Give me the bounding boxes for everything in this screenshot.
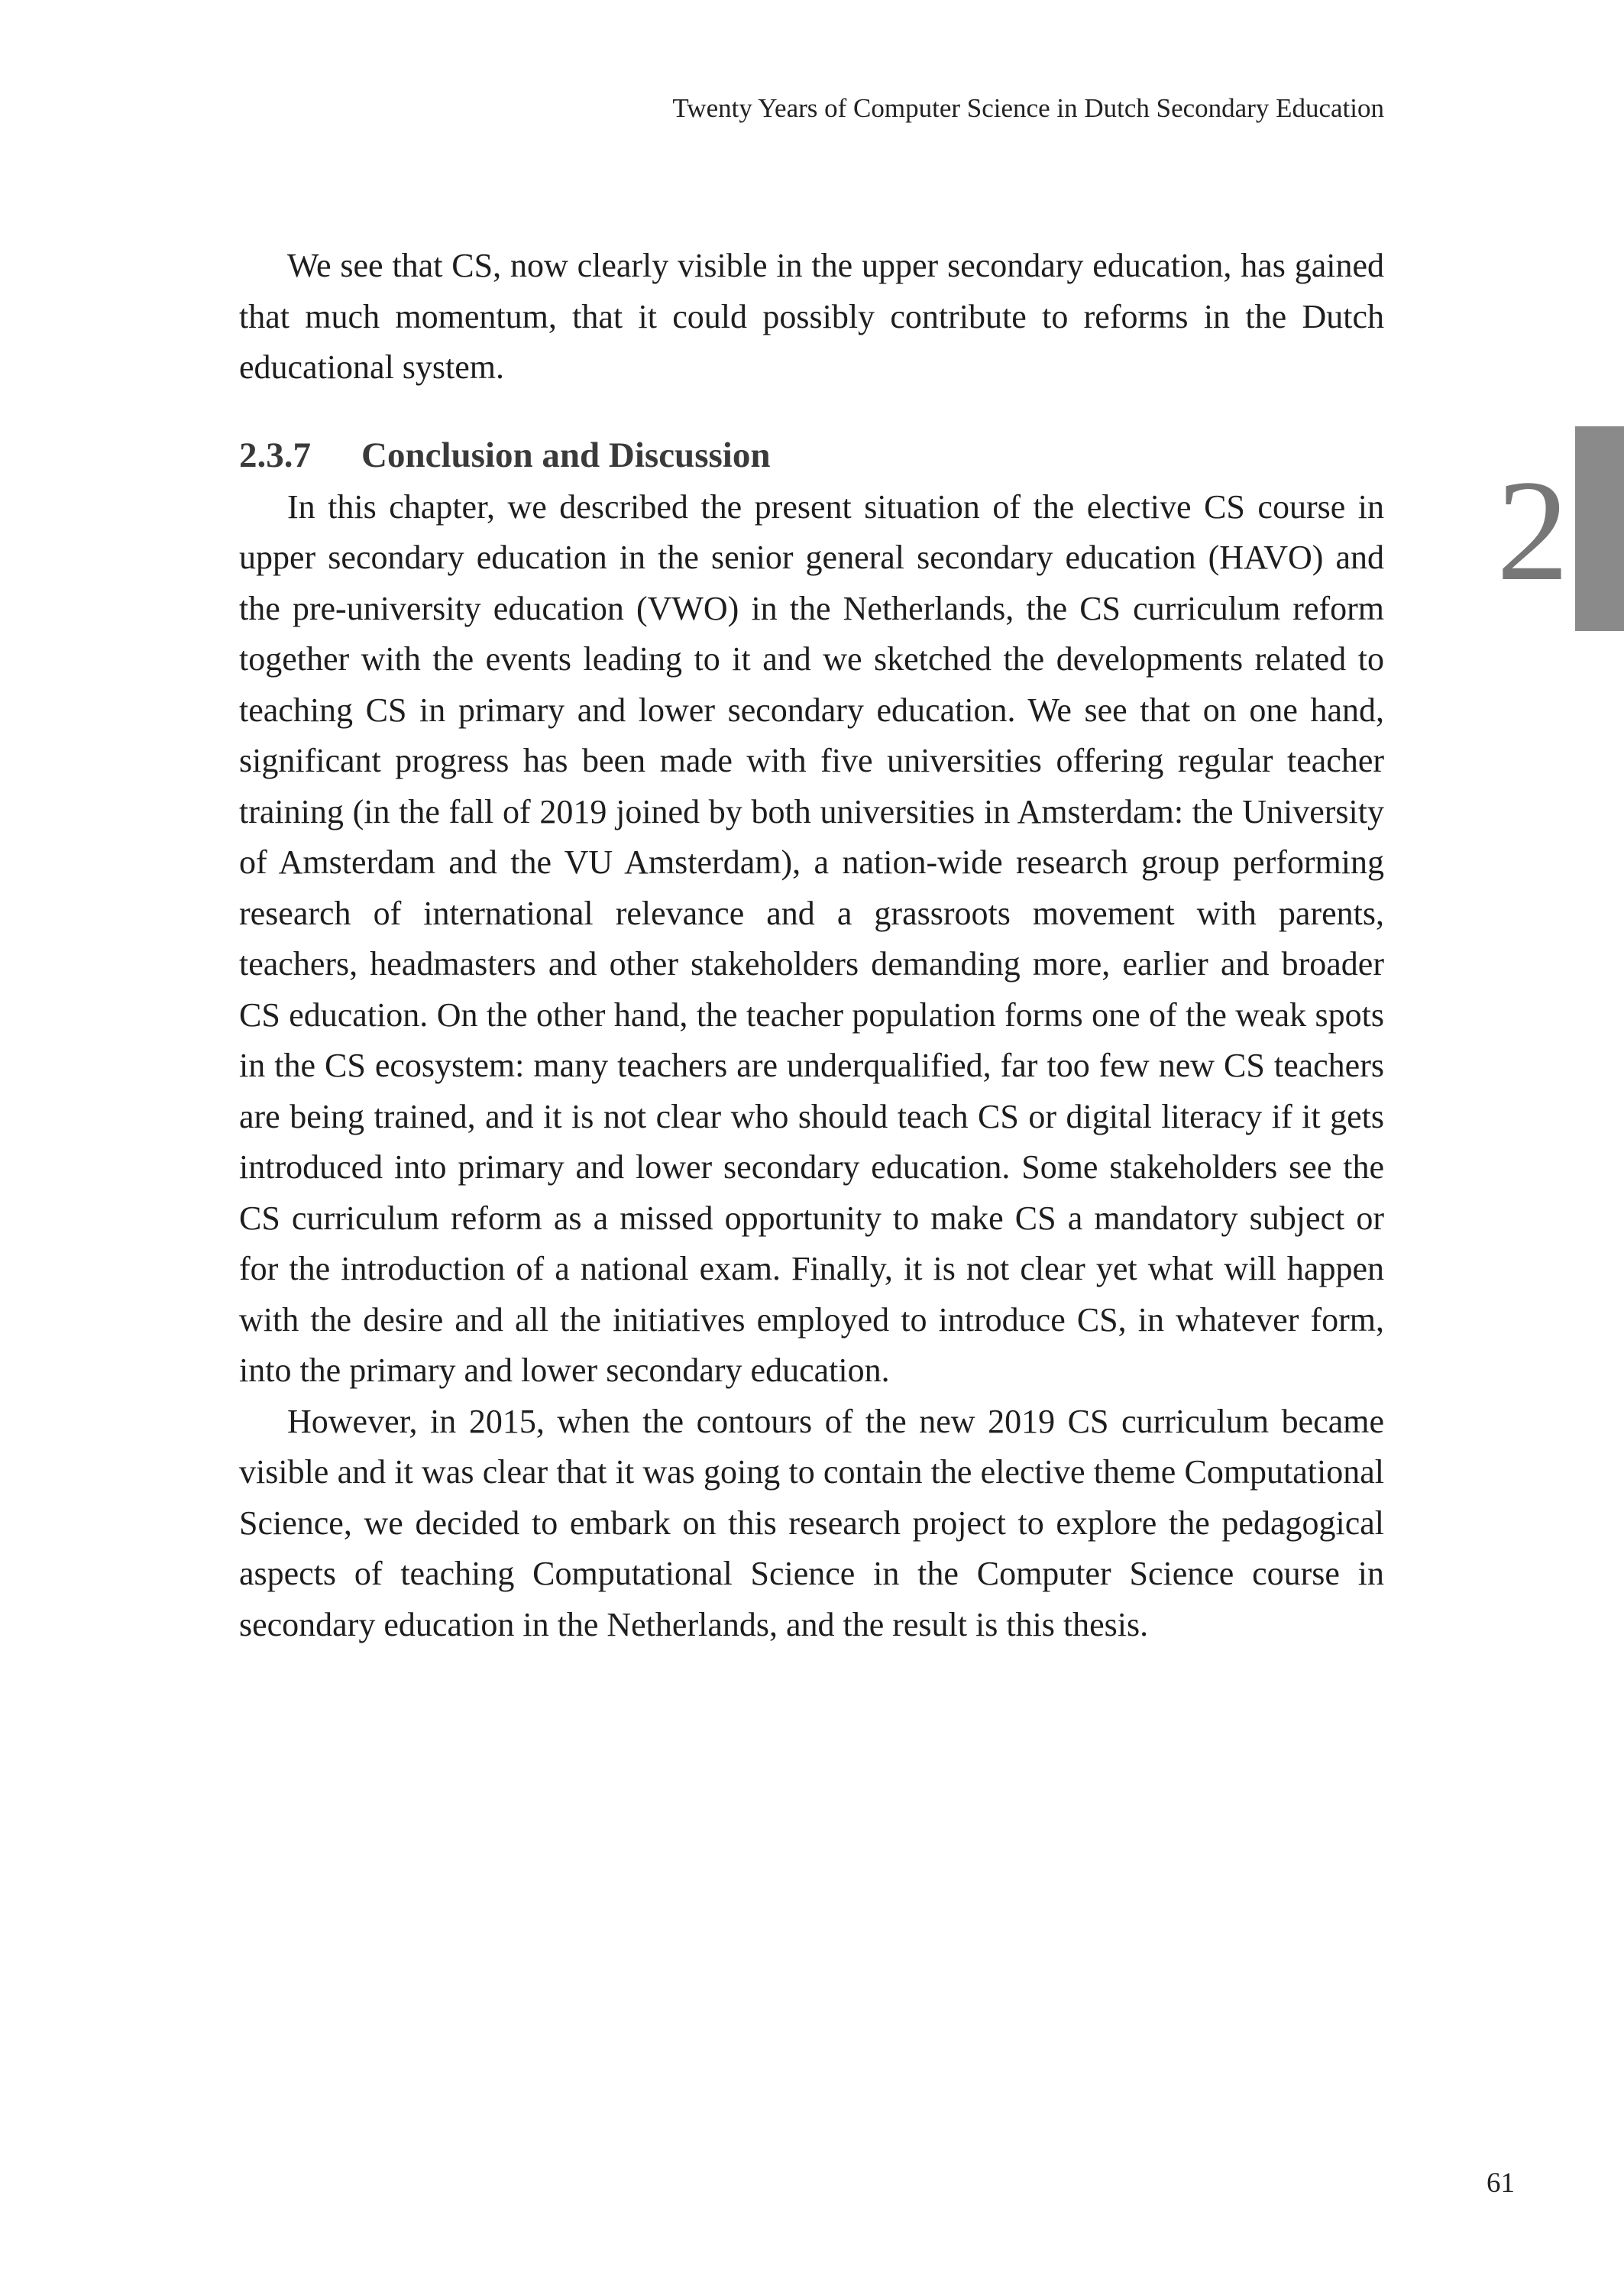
- section-heading: [239, 429, 1384, 482]
- section-number: 2.3.7: [239, 435, 311, 475]
- section-title: Conclusion and Discussion: [361, 435, 771, 475]
- body-paragraph: We see that CS, now clearly visible in the upper secondary education, has gained that much momentum, that it could possibly contribute to reforms in the Dutch educational system.: [239, 247, 1384, 386]
- page-body: [239, 241, 1384, 1650]
- page-number: 61: [1487, 2167, 1515, 2199]
- body-paragraph: However, in 2015, when the contours of the new 2019 CS curriculum became visible and it was clear that it was going to contain the elective theme Computational Science, we decided to embark on this research project to explore the pedagogical aspects of teaching Computational Science in the Computer Science course in secondary education in the Netherlands, and the result is this thesis.: [239, 1402, 1384, 1643]
- running-header: Twenty Years of Computer Science in Dutch Secondary Education: [672, 93, 1384, 123]
- chapter-number: 2: [1496, 451, 1569, 611]
- body-paragraph: In this chapter, we described the present situation of the elective CS course in upper secondary education in the senior general secondary education (HAVO) and the pre-university education (VWO) in the Netherlands, the CS curriculum reform together with the events leading to it and we sketched the developments related to teaching CS in primary and lower secondary education. We see that on one hand, significant progress has been made with five universities offering regular teacher training (in the fall of 2019 joined by both universities in Amsterdam: the University of Amsterdam and the VU Amsterdam), a nation-wide research group performing research of international relevance and a grassroots movement with parents, teachers, headmasters and other stakeholders demanding more, earlier and broader CS education. On the other hand, the teacher population forms one of the weak spots in the CS ecosystem: many teachers are underqualified, far too few new CS teachers are being trained, and it is not clear who should teach CS or digital literacy if it gets introduced into primary and lower secondary education. Some stakeholders see the CS curriculum reform as a missed opportunity to make CS a mandatory subject or for the introduction of a national exam. Finally, it is not clear yet what will happen with the desire and all the initiatives employed to introduce CS, in whatever form, into the primary and lower secondary education.: [239, 487, 1384, 1389]
- chapter-tab: [1575, 426, 1624, 631]
